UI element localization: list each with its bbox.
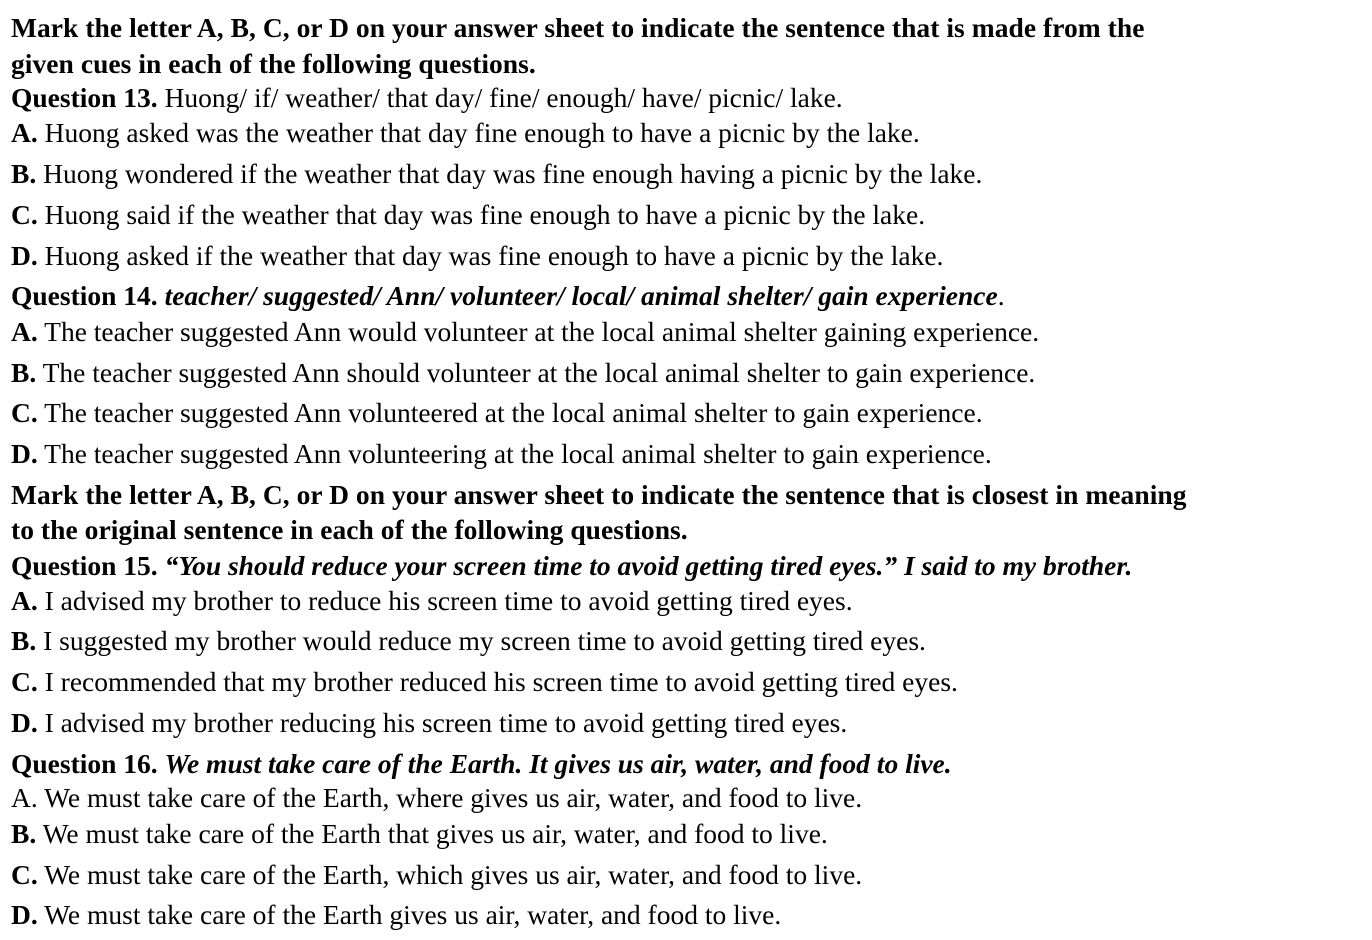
option-16-a[interactable] bbox=[11, 781, 862, 815]
option-15-a[interactable] bbox=[11, 584, 853, 618]
option-letter: C. bbox=[11, 397, 38, 428]
option-16-b[interactable] bbox=[11, 817, 828, 851]
option-text: Huong asked if the weather that day was fine enough to have a picnic by the lake. bbox=[44, 240, 944, 271]
section-instruction-line: Mark the letter A, B, C, or D on your answer sheet to indicate the sentence that is closest in meaning bbox=[11, 479, 1187, 510]
option-13-a[interactable] bbox=[11, 116, 920, 150]
question-prompt: Huong/ if/ weather/ that day/ fine/ enough/ have/ picnic/ lake. bbox=[164, 82, 843, 113]
section-instruction-line: to the original sentence in each of the following questions. bbox=[11, 514, 688, 545]
option-13-b[interactable] bbox=[11, 157, 982, 191]
option-text: The teacher suggested Ann should volunteer at the local animal shelter to gain experience. bbox=[42, 357, 1036, 388]
option-15-b[interactable] bbox=[11, 624, 926, 658]
option-text: We must take care of the Earth, which gives us air, water, and food to live. bbox=[44, 859, 863, 890]
option-letter: D. bbox=[11, 899, 38, 930]
option-text: The teacher suggested Ann volunteering at the local animal shelter to gain experience. bbox=[44, 438, 992, 469]
option-letter: A. bbox=[11, 117, 38, 148]
option-text: Huong asked was the weather that day fine enough to have a picnic by the lake. bbox=[44, 117, 920, 148]
option-text: Huong wondered if the weather that day was fine enough having a picnic by the lake. bbox=[43, 158, 983, 189]
section-instruction-line: Mark the letter A, B, C, or D on your answer sheet to indicate the sentence that is made from the bbox=[11, 12, 1145, 43]
option-text: I suggested my brother would reduce my screen time to avoid getting tired eyes. bbox=[43, 625, 926, 656]
question-label: Question 13. bbox=[11, 82, 158, 113]
option-letter: B. bbox=[11, 818, 37, 849]
question-label: Question 16. bbox=[11, 748, 158, 779]
option-letter: D. bbox=[11, 438, 38, 469]
question-prompt: “You should reduce your screen time to avoid getting tired eyes.” I said to my brother. bbox=[164, 550, 1133, 581]
question-14-header bbox=[11, 279, 1005, 313]
option-13-d[interactable] bbox=[11, 239, 943, 273]
option-letter: C. bbox=[11, 199, 38, 230]
question-13-header bbox=[11, 81, 843, 115]
option-letter: A. bbox=[11, 585, 38, 616]
question-15-header bbox=[11, 549, 1132, 583]
option-letter: B. bbox=[11, 158, 37, 189]
option-14-c[interactable] bbox=[11, 396, 983, 430]
option-letter: C. bbox=[11, 666, 38, 697]
option-text: We must take care of the Earth gives us air, water, and food to live. bbox=[44, 899, 782, 930]
option-14-a[interactable] bbox=[11, 315, 1039, 349]
option-16-c[interactable] bbox=[11, 858, 862, 892]
option-15-d[interactable] bbox=[11, 706, 847, 740]
option-letter: D. bbox=[11, 240, 38, 271]
option-text: We must take care of the Earth that gives us air, water, and food to live. bbox=[42, 818, 828, 849]
question-label: Question 15. bbox=[11, 550, 158, 581]
option-text: We must take care of the Earth, where gives us air, water, and food to live. bbox=[44, 782, 863, 813]
section-instruction-line: given cues in each of the following questions. bbox=[11, 48, 536, 79]
option-14-d[interactable] bbox=[11, 437, 992, 471]
option-text: I recommended that my brother reduced his screen time to avoid getting tired eyes. bbox=[44, 666, 958, 697]
question-16-header bbox=[11, 747, 952, 781]
option-16-d[interactable] bbox=[11, 898, 781, 932]
option-text: The teacher suggested Ann would volunteer at the local animal shelter gaining experience. bbox=[44, 316, 1040, 347]
option-text: I advised my brother reducing his screen time to avoid getting tired eyes. bbox=[44, 707, 848, 738]
question-prompt-end: . bbox=[997, 280, 1005, 311]
option-15-c[interactable] bbox=[11, 665, 958, 699]
option-letter: C. bbox=[11, 859, 38, 890]
option-letter: B. bbox=[11, 357, 37, 388]
question-prompt: teacher/ suggested/ Ann/ volunteer/ local/ animal shelter/ gain experience bbox=[164, 280, 998, 311]
option-text: Huong said if the weather that day was fine enough to have a picnic by the lake. bbox=[44, 199, 926, 230]
option-letter: B. bbox=[11, 625, 37, 656]
option-letter: D. bbox=[11, 707, 38, 738]
option-text: I advised my brother to reduce his screen time to avoid getting tired eyes. bbox=[44, 585, 853, 616]
question-label: Question 14. bbox=[11, 280, 158, 311]
option-letter: A. bbox=[11, 316, 38, 347]
question-prompt: We must take care of the Earth. It gives us air, water, and food to live. bbox=[164, 748, 952, 779]
option-letter: A. bbox=[11, 782, 38, 813]
option-13-c[interactable] bbox=[11, 198, 925, 232]
option-text: The teacher suggested Ann volunteered at the local animal shelter to gain experience. bbox=[44, 397, 983, 428]
option-14-b[interactable] bbox=[11, 356, 1035, 390]
